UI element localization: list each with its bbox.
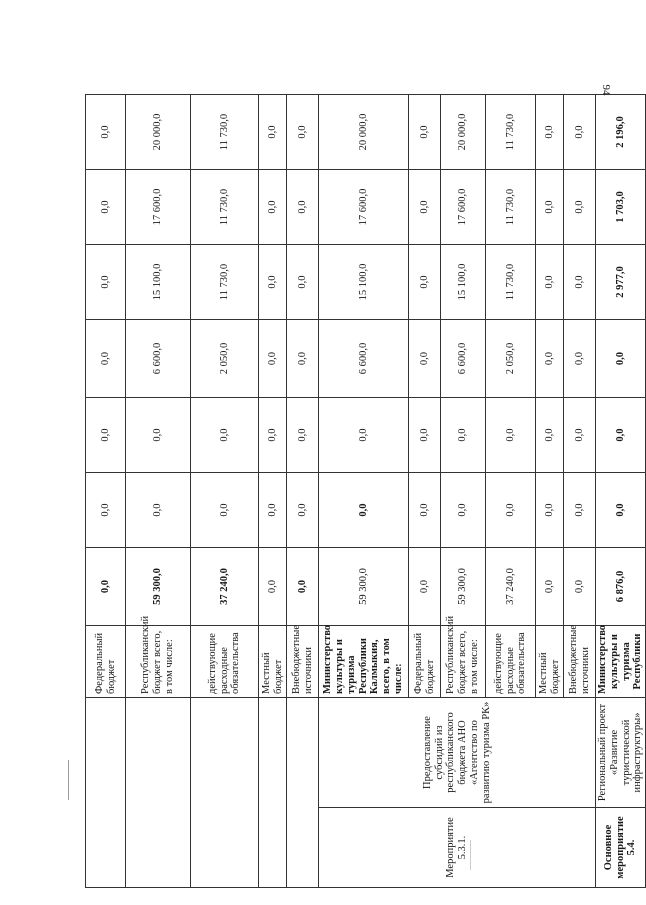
- table-cell: 0,0: [409, 95, 441, 170]
- table-cell: 0,0: [536, 398, 564, 473]
- table-cell: 0,0: [564, 320, 596, 398]
- table-row: [126, 95, 191, 888]
- table-cell: 11 730,0: [191, 245, 259, 320]
- table-cell: [126, 698, 191, 888]
- table-cell: [259, 698, 287, 888]
- table-cell: 0,0: [259, 398, 287, 473]
- table-cell: 0,0: [259, 320, 287, 398]
- table-cell: 0,0: [287, 320, 319, 398]
- table-cell: 0,0: [409, 398, 441, 473]
- table-cell: 17 600,0: [441, 170, 486, 245]
- table-cell: 0,0: [536, 170, 564, 245]
- table-cell: 6 600,0: [441, 320, 486, 398]
- table-cell: 37 240,0: [486, 548, 536, 626]
- table-cell: 0,0: [259, 170, 287, 245]
- table-cell: 20 000,0: [441, 95, 486, 170]
- table-cell: 0,0: [564, 398, 596, 473]
- table-cell: Местный бюджет: [536, 626, 564, 698]
- table-row: [287, 95, 319, 888]
- table-cell: 0,0: [259, 245, 287, 320]
- table-cell: Республиканский бюджет всего, в том числе:: [441, 626, 486, 698]
- table-cell: Министерство культуры и туризма Республики: [596, 626, 646, 698]
- table-cell: 0,0: [191, 473, 259, 548]
- table-cell: 0,0: [441, 398, 486, 473]
- budget-table-body: [86, 95, 646, 888]
- table-cell: Федеральный бюджет: [86, 626, 126, 698]
- table-cell: 0,0: [319, 473, 409, 548]
- rotated-page-content: [85, 95, 644, 888]
- table-cell: 0,0: [536, 548, 564, 626]
- table-cell: 37 240,0: [191, 548, 259, 626]
- table-cell: 20 000,0: [319, 95, 409, 170]
- table-cell: 0,0: [564, 170, 596, 245]
- table-cell: 0,0: [191, 398, 259, 473]
- table-cell: 0,0: [287, 398, 319, 473]
- table-cell: 0,0: [86, 320, 126, 398]
- table-cell: 0,0: [536, 95, 564, 170]
- table-cell: 0,0: [596, 320, 646, 398]
- table-cell: 0,0: [287, 95, 319, 170]
- table-cell: 2 050,0: [486, 320, 536, 398]
- main-measure-code: Основное мероприятие 5.4.: [596, 808, 646, 888]
- table-cell: [86, 698, 126, 888]
- table-cell: 0,0: [409, 473, 441, 548]
- table-cell: Внебюджетные источники: [564, 626, 596, 698]
- table-cell: 0,0: [409, 245, 441, 320]
- table-row: [319, 95, 409, 888]
- page-number: 94: [600, 84, 612, 96]
- table-cell: Республиканский бюджет всего, в том числе:: [126, 626, 191, 698]
- table-cell: 0,0: [86, 473, 126, 548]
- table-cell: 0,0: [259, 548, 287, 626]
- table-cell: 15 100,0: [319, 245, 409, 320]
- table-cell: 0,0: [259, 95, 287, 170]
- table-cell: 59 300,0: [126, 548, 191, 626]
- table-cell: 11 730,0: [486, 95, 536, 170]
- table-cell: действующие расходные обязательства: [191, 626, 259, 698]
- table-cell: 1 703,0: [596, 170, 646, 245]
- table-row: [259, 95, 287, 888]
- budget-table: [85, 94, 646, 888]
- table-cell: 0,0: [86, 398, 126, 473]
- table-cell: 2 977,0: [596, 245, 646, 320]
- table-cell: 0,0: [441, 473, 486, 548]
- table-cell: 2 196,0: [596, 95, 646, 170]
- table-row: [596, 95, 646, 888]
- table-cell: 11 730,0: [191, 95, 259, 170]
- measure-code: Мероприятие 5.3.1.: [319, 808, 596, 888]
- table-cell: Федеральный бюджет: [409, 626, 441, 698]
- table-cell: 15 100,0: [441, 245, 486, 320]
- table-cell: 0,0: [564, 245, 596, 320]
- table-cell: 6 600,0: [319, 320, 409, 398]
- table-row: [86, 95, 126, 888]
- table-cell: [287, 698, 319, 888]
- scan-mark: [68, 760, 69, 800]
- table-cell: 0,0: [409, 548, 441, 626]
- table-cell: 0,0: [486, 473, 536, 548]
- table-cell: действующие расходные обязательства: [486, 626, 536, 698]
- table-cell: 0,0: [86, 548, 126, 626]
- table-cell: 0,0: [86, 245, 126, 320]
- table-cell: 0,0: [126, 398, 191, 473]
- table-cell: 6 876,0: [596, 548, 646, 626]
- table-cell: 0,0: [259, 473, 287, 548]
- table-cell: 0,0: [287, 245, 319, 320]
- table-cell: Министерство культуры и туризма Республики Калмыкия, всего, в том числе:: [319, 626, 409, 698]
- table-cell: 0,0: [564, 95, 596, 170]
- table-cell: 0,0: [596, 473, 646, 548]
- table-cell: 0,0: [86, 95, 126, 170]
- table-cell: 0,0: [536, 245, 564, 320]
- table-cell: 0,0: [126, 473, 191, 548]
- table-cell: 0,0: [287, 473, 319, 548]
- table-cell: 15 100,0: [126, 245, 191, 320]
- table-cell: 0,0: [287, 170, 319, 245]
- table-cell: 11 730,0: [486, 245, 536, 320]
- table-cell: 0,0: [564, 473, 596, 548]
- main-measure-title: Региональный проект «Развитие туристической инфраструктуры»: [596, 698, 646, 808]
- table-cell: 17 600,0: [319, 170, 409, 245]
- table-cell: 0,0: [287, 548, 319, 626]
- table-cell: [191, 698, 259, 888]
- table-cell: 59 300,0: [319, 548, 409, 626]
- table-row: [191, 95, 259, 888]
- table-cell: 0,0: [86, 170, 126, 245]
- table-cell: 0,0: [319, 398, 409, 473]
- table-cell: 20 000,0: [126, 95, 191, 170]
- table-cell: 11 730,0: [486, 170, 536, 245]
- table-cell: 6 600,0: [126, 320, 191, 398]
- table-cell: 0,0: [596, 398, 646, 473]
- measure-title: Предоставление субсидий из республиканского бюджета АНО «Агентство по развитию туризма РК»: [319, 698, 596, 808]
- table-cell: 11 730,0: [191, 170, 259, 245]
- table-cell: 0,0: [564, 548, 596, 626]
- table-cell: 0,0: [536, 320, 564, 398]
- table-cell: 0,0: [409, 320, 441, 398]
- table-cell: 0,0: [486, 398, 536, 473]
- table-cell: 0,0: [536, 473, 564, 548]
- table-cell: 2 050,0: [191, 320, 259, 398]
- table-cell: 17 600,0: [126, 170, 191, 245]
- table-cell: Внебюджетные источники: [287, 626, 319, 698]
- table-cell: 0,0: [409, 170, 441, 245]
- table-cell: Местный бюджет: [259, 626, 287, 698]
- table-cell: 59 300,0: [441, 548, 486, 626]
